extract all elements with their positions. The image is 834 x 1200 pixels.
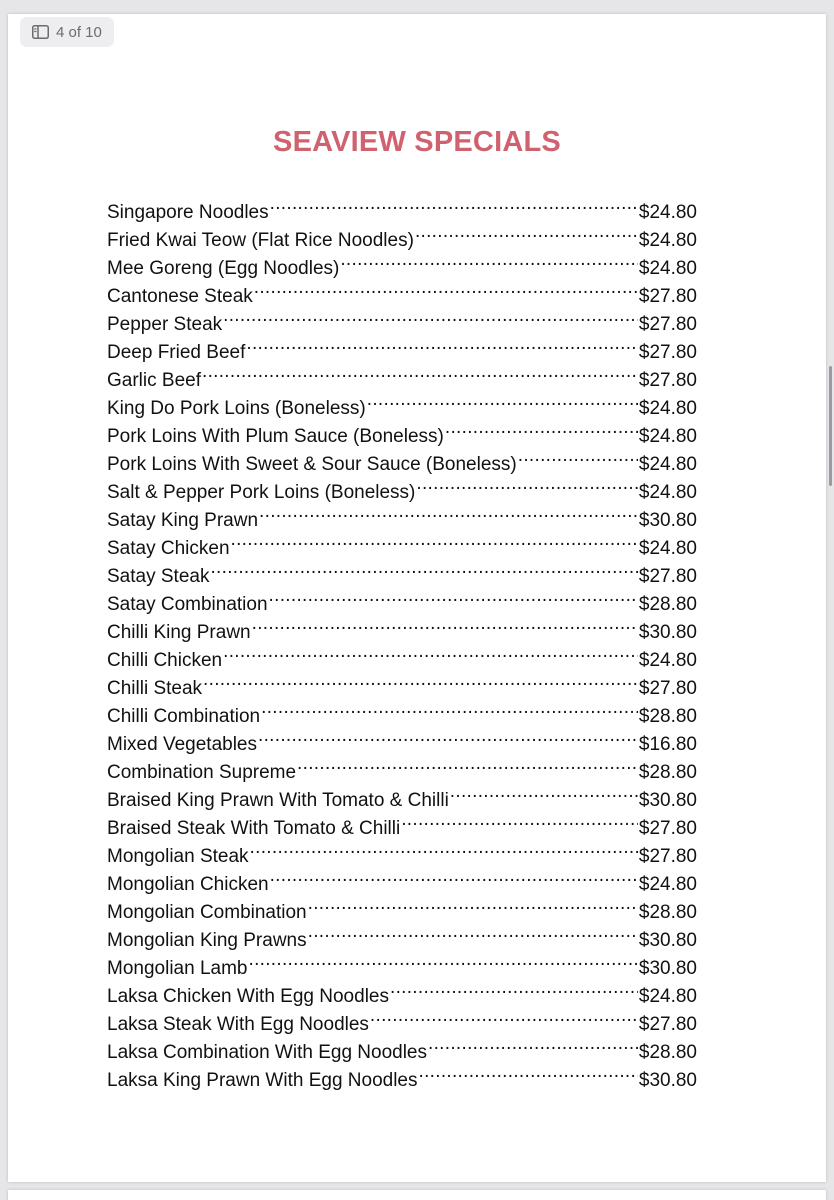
dot-leader — [246, 330, 638, 358]
menu-item-price: $27.80 — [638, 818, 697, 839]
dot-leader — [259, 498, 638, 526]
menu-item-price: $24.80 — [638, 482, 697, 503]
dot-leader — [202, 358, 638, 386]
menu-item-price: $27.80 — [638, 846, 697, 867]
dot-leader — [415, 218, 638, 246]
dot-leader — [518, 442, 638, 470]
menu-item-price: $27.80 — [638, 1014, 697, 1035]
menu-item-name: Mixed Vegetables — [107, 734, 257, 755]
dot-leader — [419, 1058, 638, 1086]
dot-leader — [340, 246, 638, 274]
dot-leader — [390, 974, 638, 1002]
dot-leader — [223, 638, 638, 666]
sidebar-icon — [32, 25, 49, 39]
dot-leader — [445, 414, 638, 442]
dot-leader — [223, 302, 638, 330]
menu-item-name: Mongolian Chicken — [107, 874, 269, 895]
menu-item-price: $27.80 — [638, 678, 697, 699]
menu-item-name: Satay Steak — [107, 566, 210, 587]
menu-item-price: $28.80 — [638, 706, 697, 727]
menu-item-price: $28.80 — [638, 902, 697, 923]
menu-item-price: $30.80 — [638, 622, 697, 643]
menu-item-name: Pork Loins With Plum Sauce (Boneless) — [107, 426, 444, 447]
dot-leader — [269, 582, 638, 610]
dot-leader — [401, 806, 638, 834]
menu-item-price: $30.80 — [638, 1070, 697, 1091]
menu-item-price: $24.80 — [638, 650, 697, 671]
menu-item-price: $30.80 — [638, 958, 697, 979]
menu-item-price: $30.80 — [638, 930, 697, 951]
dot-leader — [210, 554, 637, 582]
menu-item-price: $28.80 — [638, 594, 697, 615]
dot-leader — [231, 526, 638, 554]
page-title: SEAVIEW SPECIALS — [273, 126, 561, 158]
menu-item-name: Laksa Combination With Egg Noodles — [107, 1042, 428, 1063]
document-page — [8, 14, 826, 1182]
menu-item-price: $24.80 — [638, 986, 697, 1007]
menu-item-name: Satay Chicken — [107, 538, 230, 559]
dot-leader — [252, 610, 638, 638]
dot-leader — [250, 834, 638, 862]
menu-item-name: King Do Pork Loins (Boneless) — [107, 398, 366, 419]
page-indicator[interactable] — [20, 17, 114, 47]
menu-item-name: Chilli Combination — [107, 706, 261, 727]
menu-item-name: Combination Supreme — [107, 762, 297, 783]
menu-item-name: Singapore Noodles — [107, 202, 269, 223]
menu-item-name: Garlic Beef — [107, 370, 201, 391]
menu-item-price: $30.80 — [638, 510, 697, 531]
menu-item-name: Pork Loins With Sweet & Sour Sauce (Boneless) — [107, 454, 517, 475]
menu-item-price: $27.80 — [638, 566, 697, 587]
menu-item-name: Chilli King Prawn — [107, 622, 251, 643]
menu-item-price: $27.80 — [638, 314, 697, 335]
dot-leader — [367, 386, 638, 414]
menu-item — [107, 190, 697, 223]
page-indicator-label: 4 of 10 — [56, 23, 102, 41]
menu-item-price: $24.80 — [638, 538, 697, 559]
menu-item-name: Fried Kwai Teow (Flat Rice Noodles) — [107, 230, 414, 251]
dot-leader — [308, 890, 638, 918]
menu-item-name: Laksa King Prawn With Egg Noodles — [107, 1070, 418, 1091]
dot-leader — [254, 274, 638, 302]
menu-item-name: Salt & Pepper Pork Loins (Boneless) — [107, 482, 416, 503]
menu-item-price: $27.80 — [638, 370, 697, 391]
menu-item-price: $24.80 — [638, 454, 697, 475]
menu-item-name: Deep Fried Beef — [107, 342, 246, 363]
scrollbar-thumb[interactable] — [829, 366, 832, 486]
dot-leader — [297, 750, 638, 778]
menu-item-price: $27.80 — [638, 342, 697, 363]
dot-leader — [258, 722, 638, 750]
dot-leader — [270, 190, 638, 218]
menu-item-price: $27.80 — [638, 286, 697, 307]
menu-list — [107, 190, 697, 1091]
menu-item-name: Chilli Chicken — [107, 650, 223, 671]
menu-item-name: Mongolian King Prawns — [107, 930, 307, 951]
dot-leader — [450, 778, 638, 806]
menu-item-name: Braised Steak With Tomato & Chilli — [107, 818, 401, 839]
dot-leader — [370, 1002, 638, 1030]
menu-item-name: Satay King Prawn — [107, 510, 259, 531]
dot-leader — [308, 918, 638, 946]
dot-leader — [416, 470, 637, 498]
menu-item-price: $16.80 — [638, 734, 697, 755]
menu-item-name: Cantonese Steak — [107, 286, 253, 307]
menu-item-price: $30.80 — [638, 790, 697, 811]
dot-leader — [428, 1030, 638, 1058]
menu-item-price: $28.80 — [638, 762, 697, 783]
menu-item-name: Mongolian Lamb — [107, 958, 248, 979]
menu-item-name: Pepper Steak — [107, 314, 223, 335]
next-page-preview — [8, 1190, 826, 1200]
menu-item-price: $24.80 — [638, 426, 697, 447]
menu-item-name: Laksa Steak With Egg Noodles — [107, 1014, 369, 1035]
menu-item-name: Braised King Prawn With Tomato & Chilli — [107, 790, 449, 811]
menu-item-price: $28.80 — [638, 1042, 697, 1063]
menu-item-name: Mee Goreng (Egg Noodles) — [107, 258, 340, 279]
dot-leader — [248, 946, 637, 974]
menu-item-price: $24.80 — [638, 202, 697, 223]
menu-item-price: $24.80 — [638, 230, 697, 251]
dot-leader — [203, 666, 638, 694]
menu-item-name: Mongolian Combination — [107, 902, 307, 923]
menu-item-name: Mongolian Steak — [107, 846, 249, 867]
menu-item-price: $24.80 — [638, 398, 697, 419]
dot-leader — [261, 694, 638, 722]
menu-item-name: Laksa Chicken With Egg Noodles — [107, 986, 389, 1007]
menu-item-name: Chilli Steak — [107, 678, 203, 699]
menu-item-price: $24.80 — [638, 874, 697, 895]
menu-item-price: $24.80 — [638, 258, 697, 279]
dot-leader — [270, 862, 638, 890]
menu-item-name: Satay Combination — [107, 594, 268, 615]
